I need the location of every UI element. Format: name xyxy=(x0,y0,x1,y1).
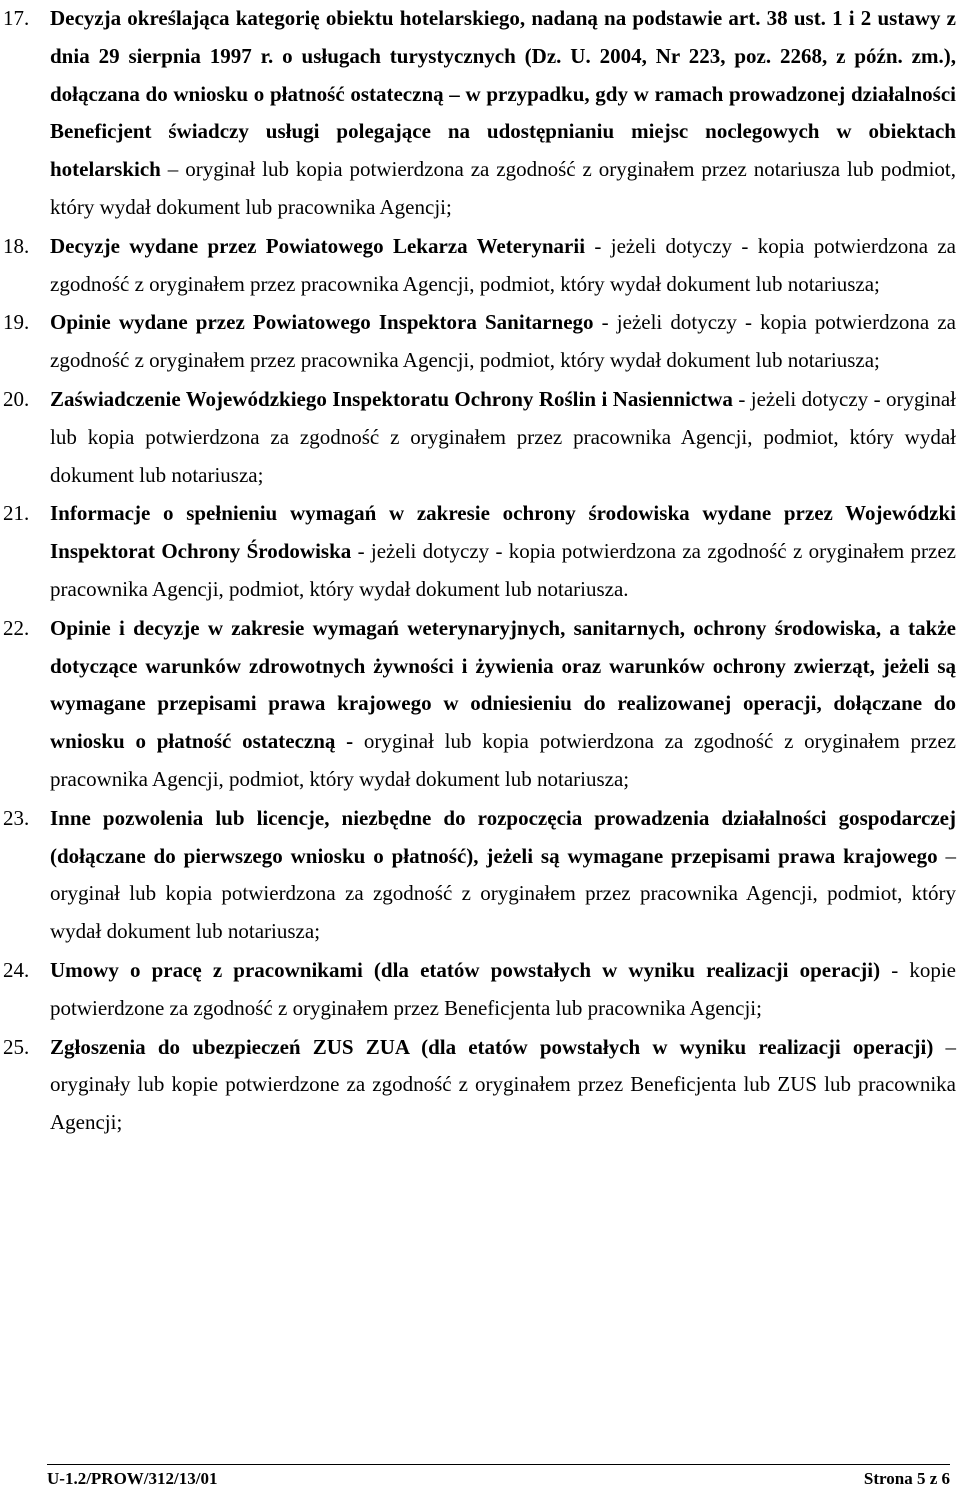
list-item xyxy=(3,1029,956,1142)
item-description: – oryginały lub kopie potwierdzone za zgodność z oryginałem przez Beneficjenta lub ZUS lub pracownika Agencji; xyxy=(50,1034,957,1135)
item-title: Umowy o pracę z pracownikami (dla etatów powstałych w wyniku realizacji operacji) xyxy=(50,957,881,982)
item-number: 21. xyxy=(3,501,30,526)
document-code: U-1.2/PROW/312/13/01 xyxy=(47,1469,218,1488)
footer-row xyxy=(47,1465,950,1491)
item-description: – oryginał lub kopia potwierdzona za zgodność z oryginałem przez notariusza lub podmiot, który wydał dokument lub pracownika Agencji; xyxy=(50,157,956,219)
item-number: 24. xyxy=(3,957,30,982)
item-number: 23. xyxy=(3,805,30,830)
list-item xyxy=(3,228,956,304)
item-description: oryginał lub kopia potwierdzona za zgodność z oryginałem przez pracownika Agencji, podmiot, który wydał dokument lub notariusza; xyxy=(50,729,957,791)
item-title: Inne pozwolenia lub licencje, niezbędne do rozpoczęcia prowadzenia działalności gospodarczej (dołączane do pierwszego wniosku o płatność), jeżeli są wymagane przepisami prawa krajowego xyxy=(50,805,956,868)
item-number: 20. xyxy=(3,386,30,411)
list-item xyxy=(3,952,956,1028)
list-item xyxy=(3,610,956,799)
list-item xyxy=(3,495,956,608)
item-description: - jeżeli dotyczy - oryginał lub kopia potwierdzona za zgodność z oryginałem przez pracownika Agencji, podmiot, który wydał dokument lub notariusza; xyxy=(50,386,956,487)
list-item xyxy=(3,304,956,380)
item-description: - jeżeli dotyczy - kopia potwierdzona za zgodność z oryginałem przez pracownika Agencji, podmiot, który wydał dokument lub notariusza; xyxy=(50,310,956,373)
item-description: - jeżeli dotyczy - kopia potwierdzona za zgodność z oryginałem przez pracownika Agencji, podmiot, który wydał dokument lub notariusza. xyxy=(50,539,956,601)
item-number: 18. xyxy=(3,233,30,258)
page-footer xyxy=(47,1464,950,1491)
item-title: Decyzje wydane przez Powiatowego Lekarza Weterynarii xyxy=(50,233,586,258)
item-number: 19. xyxy=(3,310,30,335)
item-number: 25. xyxy=(3,1034,30,1059)
item-title: Zaświadczenie Wojewódzkiego Inspektoratu Ochrony Roślin i Nasiennictwa xyxy=(50,386,733,411)
item-description: - jeżeli dotyczy - kopia potwierdzona za zgodność z oryginałem przez pracownika Agencji, podmiot, który wydał dokument lub notariusza; xyxy=(50,233,957,296)
item-number: 17. xyxy=(3,6,30,30)
item-title: Decyzja określająca kategorię obiektu hotelarskiego, nadaną na podstawie art. 38 ust. 1 i 2 ustawy z dnia 29 sierpnia 1997 r. o usługach turystycznych (Dz. U. 2004, Nr 223, poz. 2268, z późn. zm.), dołączana do wniosku o płatność ostateczną – w przypadku, gdy w ramach prowadzonej działalności Beneficjent świadczy usługi polegające na udostępnianiu miejsc noclegowych w obiektach hotelarskich xyxy=(50,6,956,182)
item-number: 22. xyxy=(3,615,30,640)
list-item xyxy=(3,381,956,494)
item-description: - kopie potwierdzone za zgodność z oryginałem przez Beneficjenta lub pracownika Agencji; xyxy=(50,957,956,1020)
list-item xyxy=(3,800,956,951)
item-title: Zgłoszenia do ubezpieczeń ZUS ZUA (dla etatów powstałych w wyniku realizacji operacji) xyxy=(50,1034,934,1059)
attachment-list xyxy=(3,0,956,1142)
list-item xyxy=(3,0,956,227)
page-number: Strona 5 z 6 xyxy=(863,1469,950,1488)
item-description: – oryginał lub kopia potwierdzona za zgodność z oryginałem przez pracownika Agencji, podmiot, który wydał dokument lub notariusza; xyxy=(50,843,956,944)
item-title: Opinie wydane przez Powiatowego Inspektora Sanitarnego xyxy=(50,310,594,335)
item-title: Opinie i decyzje w zakresie wymagań weterynaryjnych, sanitarnych, ochrony środowiska, a także dotyczące warunków zdrowotnych żywności i żywienia oraz warunków ochrony zwierząt, jeżeli są wymagane przepisami prawa krajowego w odniesieniu do realizowanej operacji, dołączane do wniosku o płatność ostateczną - xyxy=(50,615,956,754)
item-title: Informacje o spełnieniu wymagań w zakresie ochrony środowiska wydane przez Wojewódzki Inspektorat Ochrony Środowiska xyxy=(50,501,956,564)
